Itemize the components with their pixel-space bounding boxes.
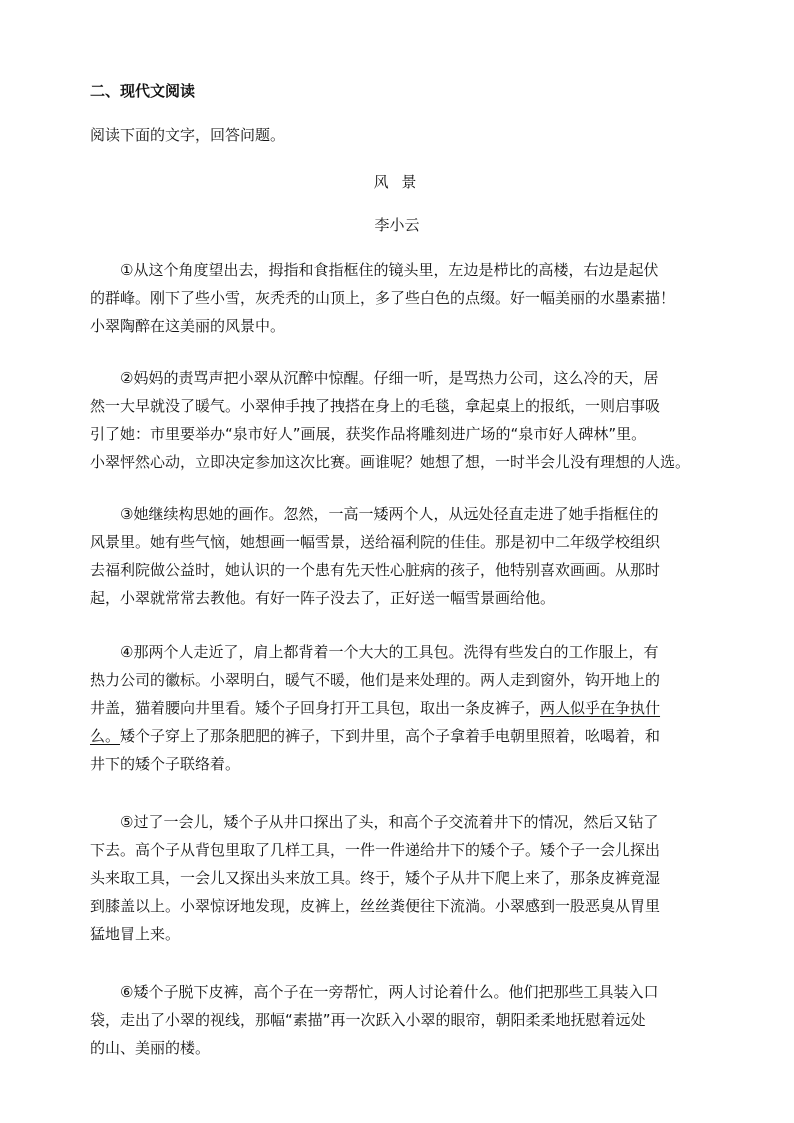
- paragraph-line: 风景里。她有些气恼，她想画一幅雪景，送给福利院的佳佳。那是初中二年级学校组织: [90, 533, 661, 551]
- reading-instruction: 阅读下面的文字，回答问题。: [90, 126, 286, 144]
- paragraph-line-with-underline: [90, 722, 710, 750]
- paragraph-line: ⑤过了一会儿，矮个子从井口探出了头，和高个子交流着井下的情况，然后又钻了: [120, 813, 659, 831]
- paragraph-line: 热力公司的徽标。小翠明白，暖气不暖，他们是来处理的。两人走到窗外，钩开地上的: [90, 671, 661, 689]
- paragraph-line: 然一大早就没了暖气。小翠伸手拽了拽搭在身上的毛毯，拿起桌上的报纸，一则启事吸: [90, 397, 661, 415]
- paragraph-line: 到膝盖以上。小翠惊讶地发现，皮裤上，丝丝粪便往下流淌。小翠感到一股恶臭从胃里: [90, 897, 661, 915]
- paragraph-line: ③她继续构思她的画作。忽然，一高一矮两个人，从远处径直走进了她手指框住的: [120, 505, 659, 523]
- paragraph-line: ②妈妈的责骂声把小翠从沉醉中惊醒。仔细一听，是骂热力公司，这么冷的天，居: [120, 369, 659, 387]
- paragraph-line: ①从这个角度望出去，拇指和食指框住的镜头里，左边是栉比的高楼，右边是起伏: [120, 261, 659, 279]
- paragraph-line: 猛地冒上来。: [90, 925, 181, 943]
- section-heading: 二、现代文阅读: [90, 82, 196, 100]
- paragraph-line: ④那两个人走近了，肩上都背着一个大大的工具包。洗得有些发白的工作服上，有: [120, 643, 659, 661]
- paragraph-line: ⑥矮个子脱下皮裤，高个子在一旁帮忙，两人讨论着什么。他们把那些工具装入口: [120, 983, 659, 1001]
- article-title: 风 景: [373, 173, 421, 191]
- paragraph-line: 引了她：市里要举办“泉市好人”画展，获奖作品将雕刻进广场的“泉市好人碑林”里。: [90, 425, 647, 443]
- paragraph-6: [90, 978, 710, 1062]
- paragraph-5: [90, 808, 710, 948]
- underlined-sentence-part-2: 么。: [90, 727, 121, 745]
- paragraph-line: 头来取工具，一会儿又探出头来放工具。终于，矮个子从井下爬上来了，那条皮裤竟湿: [90, 869, 661, 887]
- paragraph-1: [90, 256, 710, 340]
- paragraph-line: 小翠怦然心动，立即决定参加这次比赛。画谁呢？她想了想，一时半会儿没有理想的人选。: [90, 453, 691, 471]
- article-author: 李小云: [374, 216, 420, 234]
- paragraph-line: 去福利院做公益时，她认识的一个患有先天性心脏病的孩子，他特别喜欢画画。从那时: [90, 561, 661, 579]
- paragraph-line: 下去。高个子从背包里取了几样工具，一件一件递给井下的矮个子。矮个子一会儿探出: [90, 841, 661, 859]
- paragraph-line: 井下的矮个子联络着。: [90, 755, 241, 773]
- paragraph-line: 起，小翠就常常去教他。有好一阵子没去了，正好送一幅雪景画给他。: [90, 589, 556, 607]
- paragraph-line: 的群峰。刚下了些小雪，灰秃秃的山顶上，多了些白色的点缀。好一幅美丽的水墨素描！: [90, 289, 676, 307]
- line-text: 矮个子穿上了那条肥肥的裤子，下到井里，高个子拿着手电朝里照着，吆喝着，和: [120, 727, 661, 745]
- line-text: 井盖，猫着腰向井里看。矮个子回身打开工具包，取出一条皮裤子，: [90, 699, 541, 717]
- paragraph-line: 袋，走出了小翠的视线，那幅“素描”再一次跃入小翠的眼帘，朝阳柔柔地抚慰着远处: [90, 1011, 646, 1029]
- paragraph-line: 小翠陶醉在这美丽的风景中。: [90, 317, 286, 335]
- underlined-sentence-part-1: 两人似乎在争执什: [540, 699, 661, 717]
- paragraph-line: 的山、美丽的楼。: [90, 1039, 211, 1057]
- paragraph-4: [90, 638, 710, 778]
- paragraph-2: [90, 364, 710, 476]
- paragraph-3: [90, 500, 710, 612]
- paragraph-line-with-underline: [90, 694, 710, 722]
